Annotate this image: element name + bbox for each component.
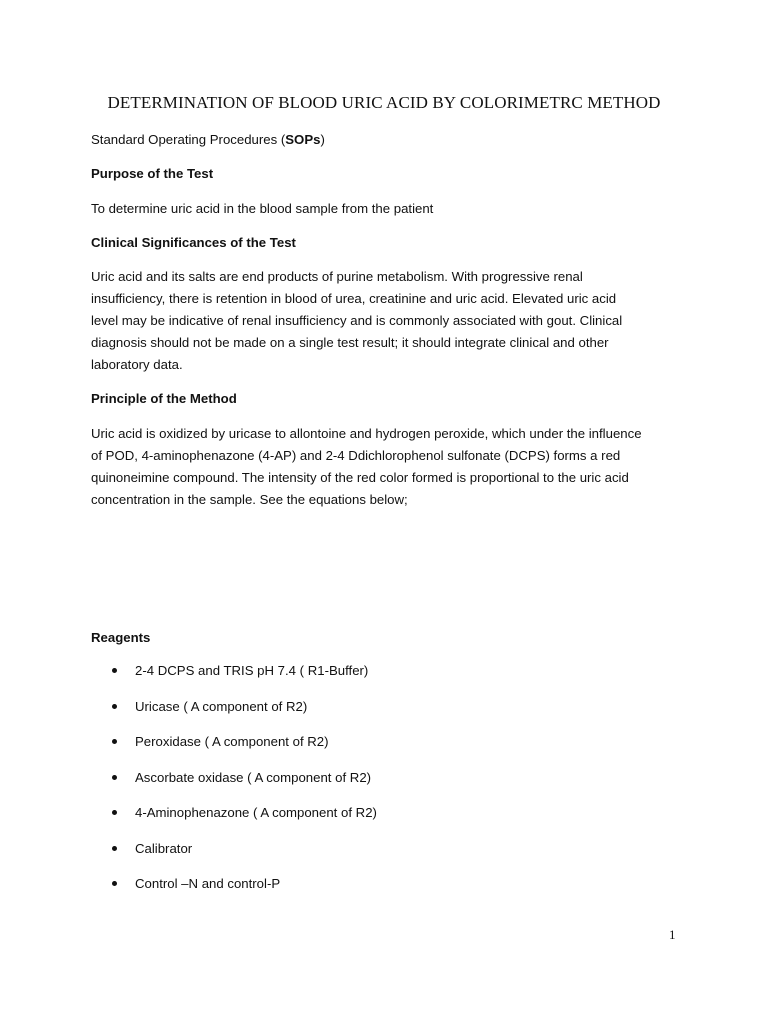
- principle-line: quinoneimine compound. The intensity of the red color formed is proportional to the uric acid: [91, 470, 629, 485]
- bullet-icon: [112, 810, 117, 815]
- reagent-label: Peroxidase ( A component of R2): [135, 734, 329, 749]
- page-number: 1: [669, 927, 676, 942]
- clinical-line: diagnosis should not be made on a single test result; it should integrate clinical and other: [91, 335, 609, 350]
- list-item: [91, 876, 377, 912]
- list-item: [91, 734, 377, 770]
- document-title: DETERMINATION OF BLOOD URIC ACID BY COLORIMETRC METHOD: [107, 93, 661, 112]
- clinical-line: laboratory data.: [91, 357, 183, 372]
- clinical-line: insufficiency, there is retention in blood of urea, creatinine and uric acid. Elevated uric acid: [91, 291, 617, 306]
- document-subtitle: [91, 132, 325, 147]
- list-item: [91, 663, 377, 699]
- reagent-label: Control –N and control-P: [135, 876, 281, 891]
- purpose-text: To determine uric acid in the blood sample from the patient: [91, 201, 434, 216]
- subtitle-suffix: ): [320, 132, 325, 147]
- reagents-list: [91, 663, 377, 912]
- principle-line: of POD, 4-aminophenazone (4-AP) and 2-4 Ddichlorophenol sulfonate (DCPS) forms a red: [91, 448, 621, 463]
- bullet-icon: [112, 846, 117, 851]
- bullet-icon: [112, 881, 117, 886]
- principle-line: concentration in the sample. See the equations below;: [91, 492, 408, 507]
- list-item: [91, 770, 377, 806]
- reagent-label: 4-Aminophenazone ( A component of R2): [135, 805, 377, 820]
- clinical-paragraph: [91, 266, 681, 376]
- list-item: [91, 699, 377, 735]
- list-item: [91, 805, 377, 841]
- subtitle-prefix: Standard Operating Procedures (: [91, 132, 286, 147]
- purpose-heading: Purpose of the Test: [91, 166, 214, 181]
- reagent-label: Ascorbate oxidase ( A component of R2): [135, 769, 372, 785]
- bullet-icon: [112, 704, 117, 709]
- bullet-icon: [112, 668, 117, 673]
- bullet-icon: [112, 739, 117, 744]
- principle-line: Uric acid is oxidized by uricase to allontoine and hydrogen peroxide, which under the influence: [91, 426, 642, 441]
- bullet-icon: [112, 775, 117, 780]
- clinical-line: Uric acid and its salts are end products of purine metabolism. With progressive renal: [91, 269, 583, 284]
- subtitle-bold: SOPs: [285, 132, 321, 147]
- clinical-heading: Clinical Significances of the Test: [91, 235, 296, 250]
- principle-paragraph: [91, 423, 681, 511]
- reagent-label: Uricase ( A component of R2): [135, 698, 308, 714]
- reagent-label: Calibrator: [135, 840, 193, 856]
- principle-heading: Principle of the Method: [91, 391, 237, 406]
- clinical-line: level may be indicative of renal insufficiency and is commonly associated with gout. Clinical: [91, 313, 623, 328]
- reagent-label: 2-4 DCPS and TRIS pH 7.4 ( R1-Buffer): [135, 663, 369, 678]
- list-item: [91, 841, 377, 877]
- reagents-heading: Reagents: [91, 630, 151, 645]
